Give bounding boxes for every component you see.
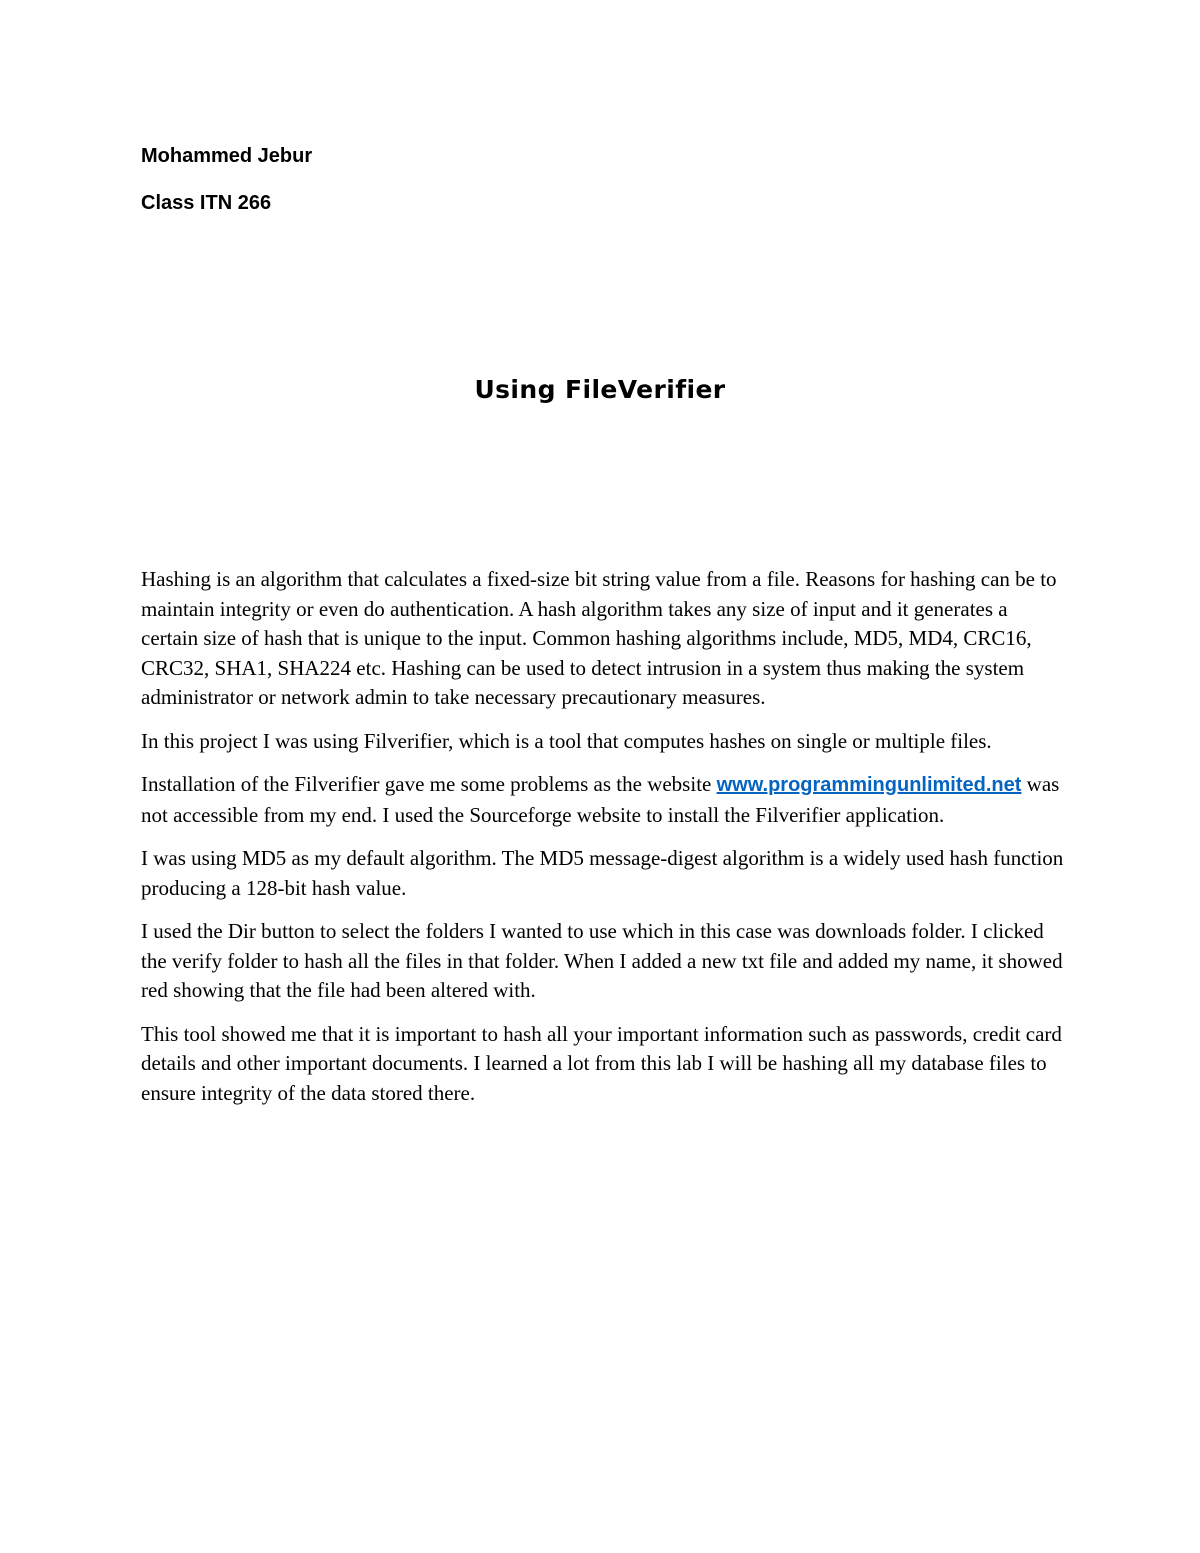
paragraph-hashing-intro: Hashing is an algorithm that calculates a fixed-size bit string value from a file. Reasons for hashing can be to maintain integrity or even do authentication. A hash algorithm takes any size of input and it generates a certain size of hash that is unique to the input. Common hashing algorithms include, MD5, MD4, CRC16, CRC32, SHA1, SHA224 etc. Hashing can be used to detect intrusion in a system thus making the system administrator or network admin to take necessary precautionary measures. — [141, 567, 1057, 709]
paragraph-project-tool: In this project I was using Filverifier, which is a tool that computes hashes on single or multiple files. — [141, 728, 992, 753]
paragraph-md5: I was using MD5 as my default algorithm. The MD5 message-digest algorithm is a widely used hash function producing a 128-bit hash value. — [141, 846, 1064, 900]
document-title: Using FileVerifier — [474, 375, 726, 404]
document-body — [141, 565, 1066, 1122]
installation-text-end: was not accessible from my end. I used the Sourceforge website to install the Filverifier application. — [141, 772, 1060, 827]
paragraph-conclusion: This tool showed me that it is important to hash all your important information such as passwords, credit card details and other important documents. I learned a lot from this lab I will be hashing all my database files to ensure integrity of the data stored there. — [141, 1021, 1062, 1105]
paragraph-installation — [141, 770, 1066, 830]
installation-text-start: Installation of the Filverifier gave me some problems as the website — [141, 772, 717, 796]
website-link[interactable]: www.programmingunlimited.net — [716, 774, 1022, 796]
class-label: Class ITN 266 — [141, 192, 272, 214]
paragraph-dir-button: I used the Dir button to select the folders I wanted to use which in this case was downloads folder. I clicked the verify folder to hash all the files in that folder. When I added a new txt file and added my name, it showed red showing that the file had been altered with. — [141, 919, 1063, 1002]
author-name: Mohammed Jebur — [141, 145, 313, 167]
